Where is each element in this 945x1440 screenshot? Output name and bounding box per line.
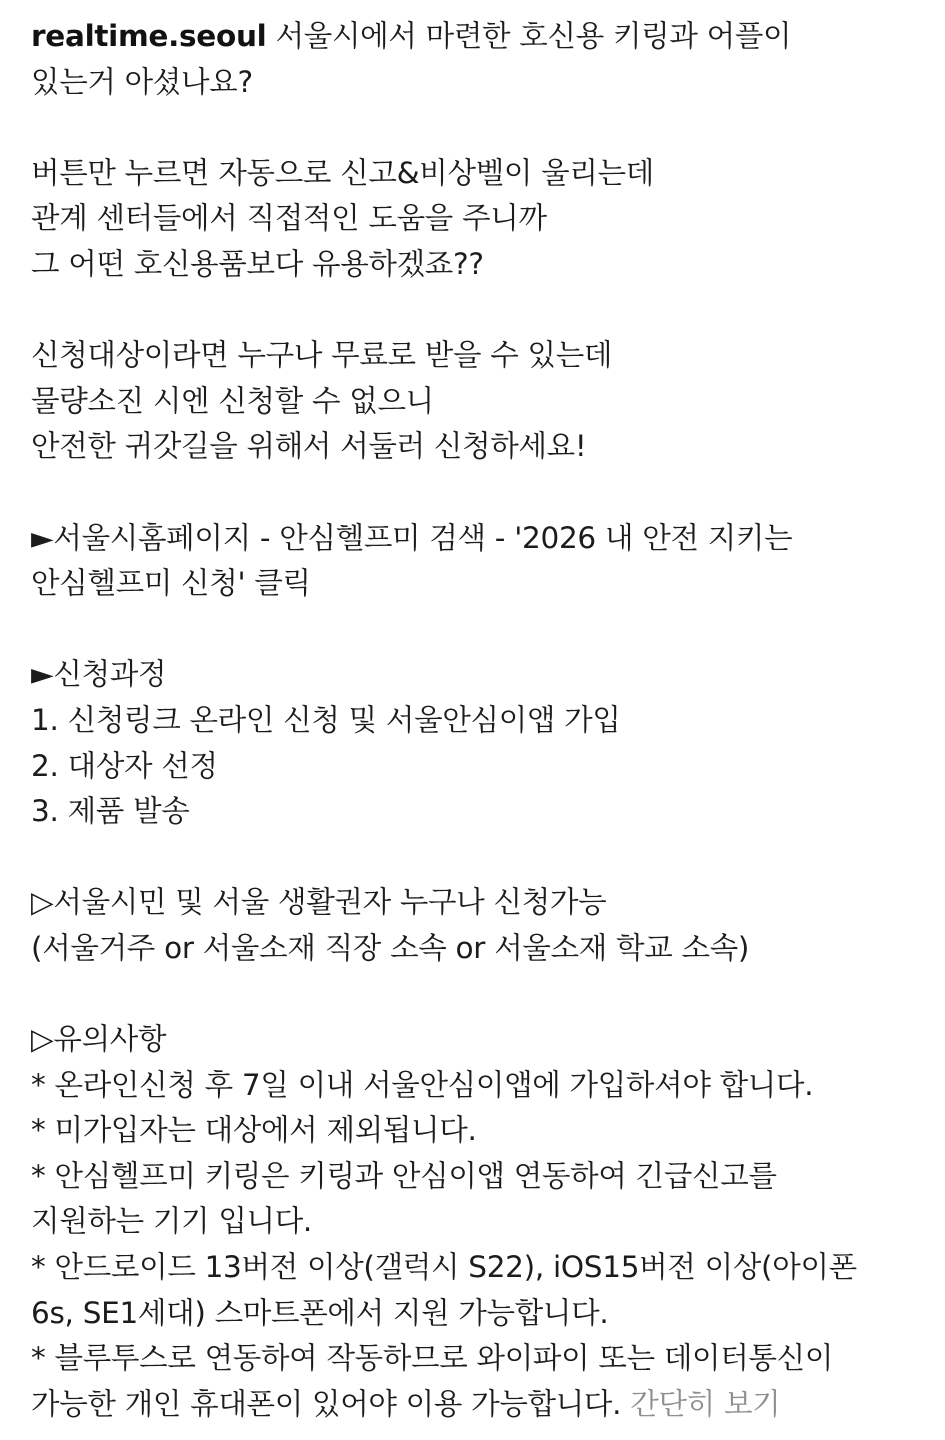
caption-line: ▷유의사항: [31, 1022, 167, 1057]
caption-line: * 온라인신청 후 7일 이내 서울안심이앱에 가입하셔야 합니다.: [31, 1067, 814, 1102]
caption-line: * 안심헬프미 키링은 키링과 안심이앱 연동하여 긴급신고를: [31, 1158, 777, 1193]
caption-line: ►서울시홈페이지 - 안심헬프미 검색 - '2026 내 안전 지키는: [31, 520, 793, 555]
caption-line: 물량소진 시엔 신청할 수 없으니: [31, 383, 434, 418]
caption-text: 가능한 개인 휴대폰이 있어야 이용 가능합니다.: [31, 1386, 631, 1421]
username-link[interactable]: realtime.seoul: [31, 19, 267, 53]
caption-blank-line: [31, 470, 921, 516]
caption-line: 버튼만 누르면 자동으로 신고&비상벨이 울리는데: [31, 155, 654, 190]
post-caption: [31, 14, 921, 1427]
caption-line: 그 어떤 호신용품보다 유용하겠죠??: [31, 246, 484, 281]
caption-line: * 미가입자는 대상에서 제외됩니다.: [31, 1113, 477, 1148]
caption-line: * 블루투스로 연동하여 작동하므로 와이파이 또는 데이터통신이: [31, 1341, 834, 1376]
caption-line: 신청대상이라면 누구나 무료로 받을 수 있는데: [31, 338, 613, 373]
caption-first-line: [31, 14, 921, 60]
caption-line: 안심헬프미 신청' 클릭: [31, 566, 311, 601]
caption-line: 지원하는 기기 입니다.: [31, 1204, 313, 1239]
show-less-link[interactable]: 간단히 보기: [630, 1386, 781, 1421]
caption-blank-line: [31, 971, 921, 1017]
caption-blank-line: [31, 835, 921, 881]
caption-line: * 안드로이드 13버전 이상(갤럭시 S22), iOS15버전 이상(아이폰: [31, 1250, 857, 1285]
caption-line: ►신청과정: [31, 657, 167, 692]
caption-line: 6s, SE1세대) 스마트폰에서 지원 가능합니다.: [31, 1295, 609, 1330]
caption-blank-line: [31, 105, 921, 151]
caption-line: 1. 신청링크 온라인 신청 및 서울안심이앱 가입: [31, 702, 621, 737]
caption-line: 2. 대상자 선정: [31, 748, 218, 783]
caption-line: 관계 센터들에서 직접적인 도움을 주니까: [31, 201, 547, 236]
caption-line: 있는거 아셨나요?: [31, 64, 253, 99]
caption-blank-line: [31, 288, 921, 334]
caption-body: [31, 60, 921, 1382]
caption-line: 3. 제품 발송: [31, 794, 190, 829]
caption-text: 서울시에서 마련한 호신용 키링과 어플이: [266, 19, 792, 53]
caption-line: ▷서울시민 및 서울 생활권자 누구나 신청가능: [31, 885, 607, 920]
caption-blank-line: [31, 607, 921, 653]
caption-line: 안전한 귀갓길을 위해서 서둘러 신청하세요!: [31, 429, 587, 464]
caption-line: (서울거주 or 서울소재 직장 소속 or 서울소재 학교 소속): [31, 930, 750, 965]
caption-last-line: [31, 1382, 921, 1428]
